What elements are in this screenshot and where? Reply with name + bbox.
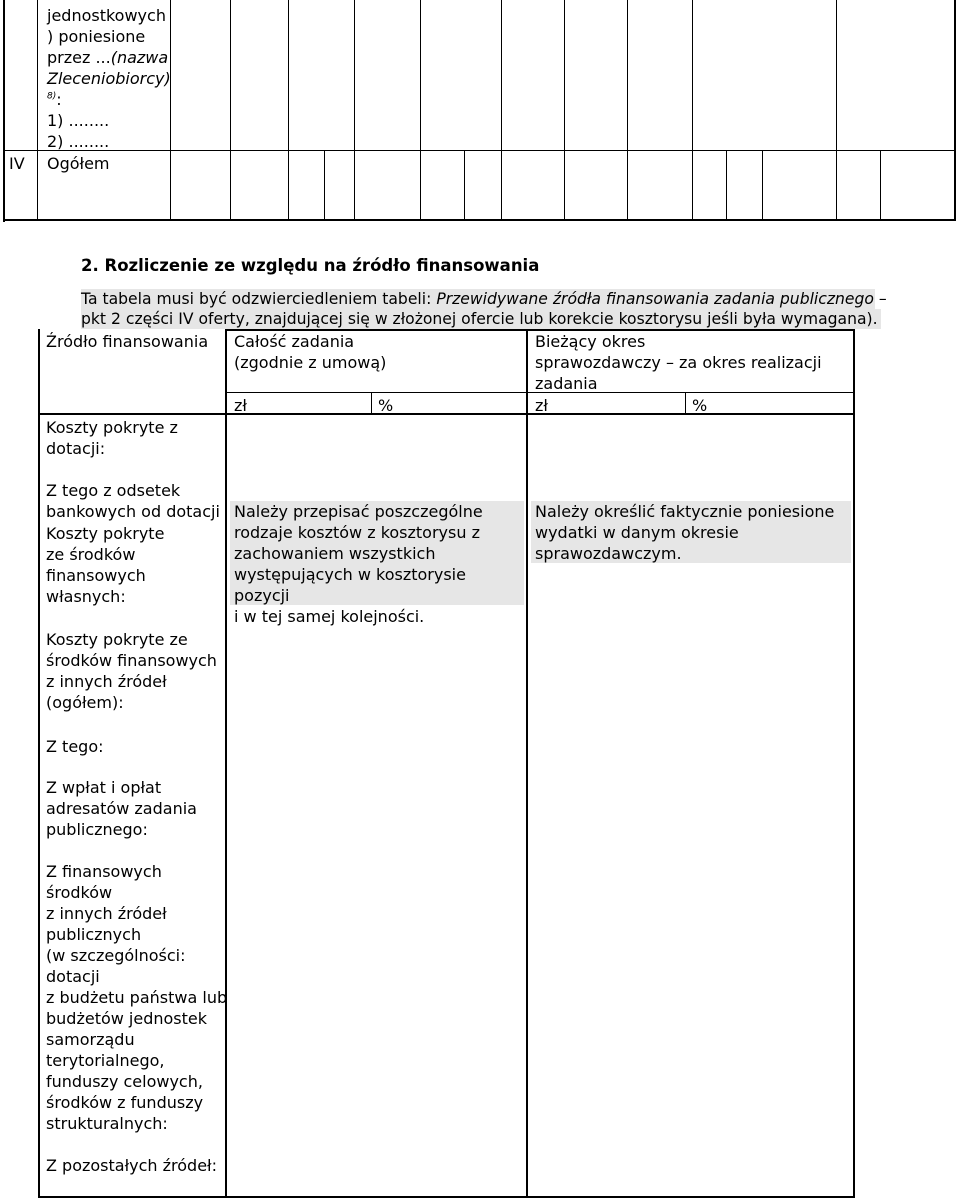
prev-row-line-7: 2) ........ <box>47 132 110 151</box>
t2-border-right-header <box>853 329 855 415</box>
prev-row-line-6: 1) ........ <box>47 111 110 130</box>
note-plain: Ta tabela musi być odzwierciedleniem tabeli: <box>81 290 437 308</box>
note-italic: Przewidywane źródła finansowania zadania publicznego <box>436 290 874 308</box>
t2-col-sep-current <box>526 329 528 1198</box>
t2-border-bottom <box>38 1196 855 1198</box>
t2-border-left <box>38 329 40 1198</box>
prev-row-line-5-colon: : <box>56 90 62 109</box>
note-current-column: Należy określić faktycznie poniesione wydatki w danym okresie sprawozdawczym. <box>531 501 851 563</box>
row-iv-number: IV <box>9 154 25 173</box>
section-2-heading: 2. Rozliczenie ze względu na źródło finansowania <box>81 256 540 275</box>
row-label-other-sources: Koszty pokryte ze środków finansowych z innych źródeł (ogółem): <box>46 630 217 712</box>
header-total-zl: zł <box>234 396 247 415</box>
prev-row-line-4: Zleceniobiorcy) <box>47 69 171 88</box>
prev-row-line-3-plain: przez ... <box>47 48 111 67</box>
row-label-grant: Koszty pokryte z dotacji: <box>46 418 178 458</box>
note-total-column: Należy przepisać poszczególne rodzaje kosztów z kosztorysu z zachowaniem wszystkich występujących w kosztorysie pozycji i w tej samej kolejności. <box>230 501 524 605</box>
header-source: Źródło finansowania <box>46 332 209 351</box>
t2-col-sep-total-pct <box>371 392 372 414</box>
row-label-own-funds: Koszty pokryte ze środków finansowych własnych: <box>46 524 165 606</box>
row-label-public-funds: Z finansowych środków z innych źródeł publicznych (w szczególności: dotacji z budżetu państwa lub budżetów jednostek samorządu terytorialnego, funduszy celowych, środków z funduszy strukturalnych: <box>46 862 228 1133</box>
header-current: Bieżący okres sprawozdawczy – za okres realizacji zadania <box>535 332 822 393</box>
prev-row-line-3-italic: (nazwa <box>110 48 169 67</box>
row-label-remaining-sources: Z pozostałych źródeł: <box>46 1156 217 1175</box>
row-label-grant-interest: Z tego z odsetek bankowych od dotacji <box>46 481 220 521</box>
header-total-pct: % <box>378 396 394 415</box>
t2-header-bottom <box>38 413 855 415</box>
prev-row-line-1: jednostkowych <box>47 6 166 25</box>
header-current-zl: zł <box>535 396 548 415</box>
note-dash: – <box>873 290 887 308</box>
footnote-ref: 8) <box>47 91 57 102</box>
header-current-pct: % <box>692 396 708 415</box>
section-2-note-line-2: pkt 2 części IV oferty, znajdującej się w złożonej ofercie lub korekcie kosztorysu jeśli była wymagana). <box>81 309 881 329</box>
t2-col-sep-current-pct <box>685 392 686 414</box>
header-total: Całość zadania (zgodnie z umową) <box>234 332 387 372</box>
prev-row-line-2: ) poniesione <box>47 27 146 46</box>
row-label-recipient-fees: Z wpłat i opłat adresatów zadania publicznego: <box>46 778 197 839</box>
row-iv-label: Ogółem <box>47 154 110 173</box>
t2-border-right <box>853 413 855 1198</box>
row-label-of-which: Z tego: <box>46 737 104 756</box>
